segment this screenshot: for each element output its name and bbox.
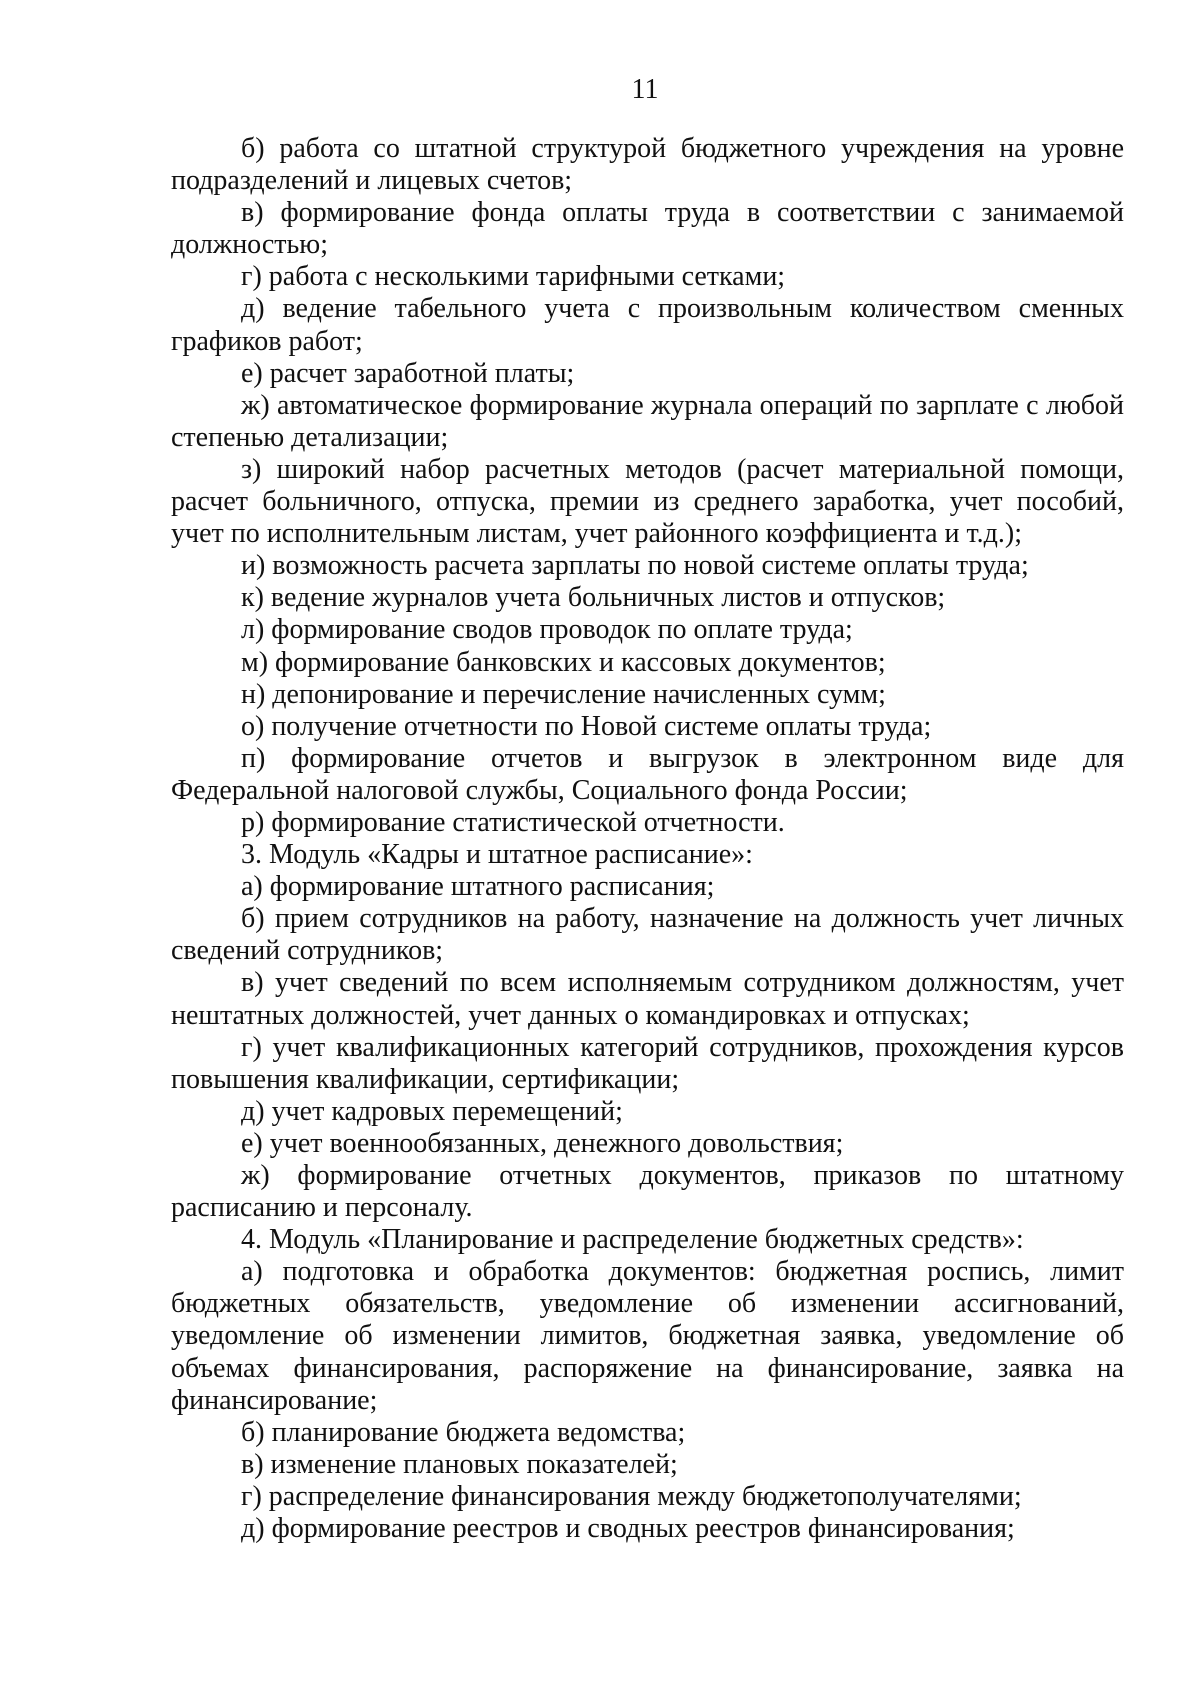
list-item: и) возможность расчета зарплаты по новой системе оплаты труда; (241, 550, 1029, 582)
section-heading: 3. Модуль «Кадры и штатное расписание»: (241, 839, 753, 871)
list-item: д) формирование реестров и сводных реестров финансирования; (241, 1513, 1015, 1545)
list-item: р) формирование статистической отчетности. (241, 806, 785, 838)
list-item: л) формирование сводов проводок по оплате труда; (241, 614, 853, 646)
list-item: п) формирование отчетов и выгрузок в электронном виде для Федеральной налоговой службы, Социального фонда России; (171, 742, 1124, 806)
section-heading: 4. Модуль «Планирование и распределение бюджетных средств»: (241, 1224, 1024, 1256)
list-item: м) формирование банковских и кассовых документов; (241, 646, 886, 678)
list-item: а) подготовка и обработка документов: бюджетная роспись, лимит бюджетных обязательств, уведомление об изменении ассигнований, уведомление об изменении лимитов, бюджетная заявка, уведомление об объемах финансирования, распоряжение на финансирование, заявка на финансирование; (171, 1256, 1124, 1416)
list-item: е) расчет заработной платы; (241, 357, 575, 389)
list-item: б) работа со штатной структурой бюджетного учреждения на уровне подразделений и лицевых счетов; (171, 133, 1124, 197)
list-item: з) широкий набор расчетных методов (расчет материальной помощи, расчет больничного, отпуска, премии из среднего заработка, учет пособий, учет по исполнительным листам, учет районного коэффициента и т.д.); (171, 453, 1124, 550)
list-item: д) учет кадровых перемещений; (241, 1095, 623, 1127)
list-item: ж) формирование отчетных документов, приказов по штатному расписанию и персоналу. (171, 1160, 1124, 1224)
list-item: ж) автоматическое формирование журнала операций по зарплате с любой степенью детализации; (171, 389, 1124, 453)
document-body (171, 133, 1124, 1545)
list-item: о) получение отчетности по Новой системе оплаты труда; (241, 710, 932, 742)
list-item: в) учет сведений по всем исполняемым сотрудником должностям, учет нештатных должностей, учет данных о командировках и отпусках; (171, 967, 1124, 1031)
list-item: н) депонирование и перечисление начисленных сумм; (241, 678, 886, 710)
list-item: д) ведение табельного учета с произвольным количеством сменных графиков работ; (171, 293, 1124, 357)
list-item: б) планирование бюджета ведомства; (241, 1416, 686, 1448)
list-item: в) формирование фонда оплаты труда в соответствии с занимаемой должностью; (171, 197, 1124, 261)
list-item: б) прием сотрудников на работу, назначение на должность учет личных сведений сотрудников; (171, 903, 1124, 967)
list-item: г) учет квалификационных категорий сотрудников, прохождения курсов повышения квалификации, сертификации; (171, 1031, 1124, 1095)
page-number: 11 (631, 74, 659, 105)
list-item: а) формирование штатного расписания; (241, 871, 715, 903)
list-item: к) ведение журналов учета больничных листов и отпусков; (241, 582, 946, 614)
list-item: г) работа с несколькими тарифными сетками; (241, 261, 786, 293)
list-item: в) изменение плановых показателей; (241, 1448, 678, 1480)
list-item: г) распределение финансирования между бюджетополучателями; (241, 1480, 1022, 1512)
list-item: е) учет военнообязанных, денежного довольствия; (241, 1127, 844, 1159)
